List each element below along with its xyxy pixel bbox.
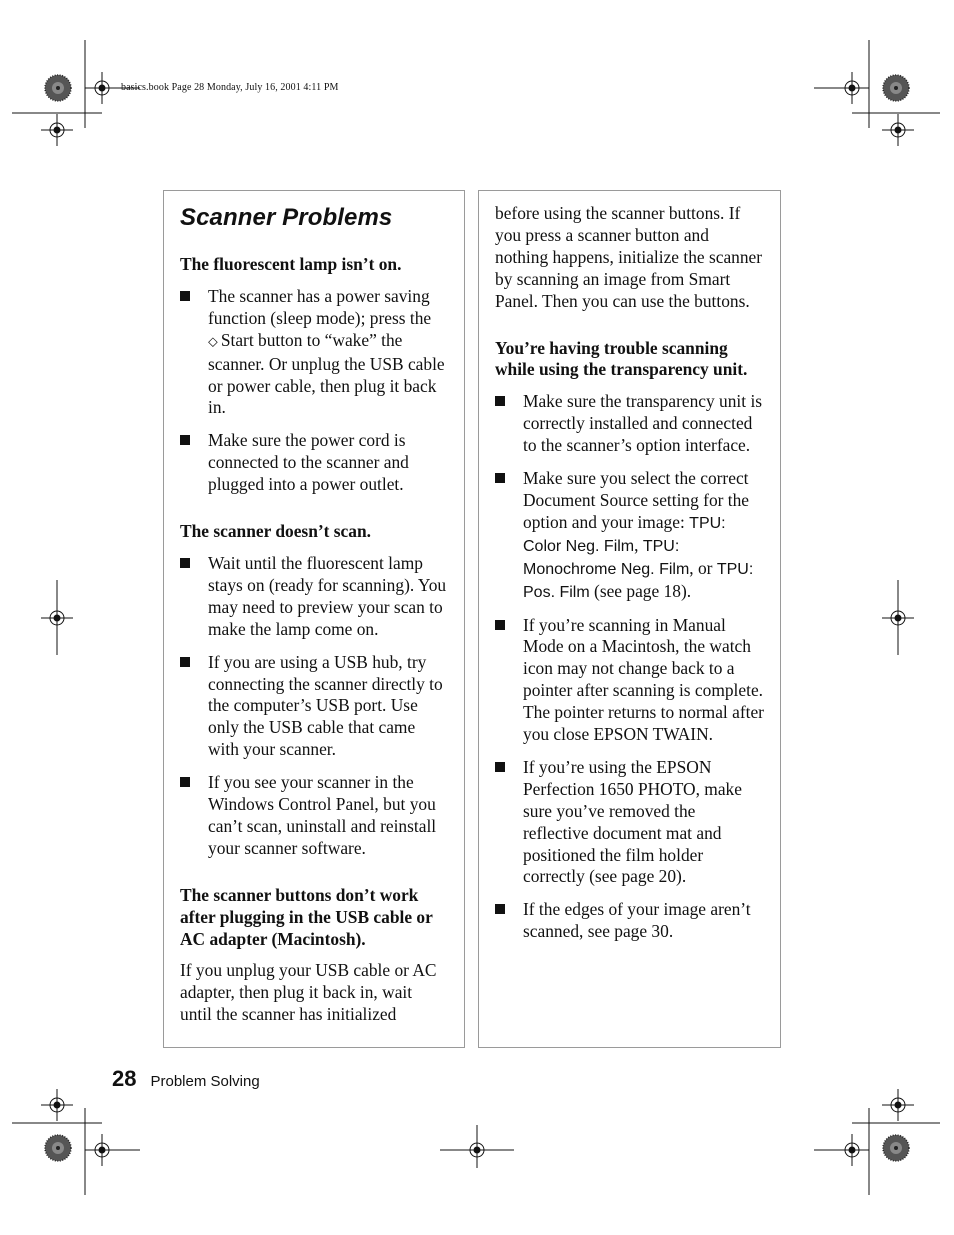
list-item: If you see your scanner in the Windows Control Panel, but you can’t scan, uninstall and reinstall your scanner software. — [180, 772, 448, 860]
bullet-square-icon — [180, 777, 190, 787]
bullet-square-icon — [180, 435, 190, 445]
left-content — [180, 203, 448, 1026]
list-item: Wait until the fluorescent lamp stays on (ready for scanning). You may need to preview your scan to make the lamp come on. — [180, 553, 448, 641]
section-name: Problem Solving — [150, 1073, 260, 1090]
bullet-square-icon — [180, 558, 190, 568]
section-heading-transparency: You’re having trouble scanning while using the transparency unit. — [495, 337, 748, 380]
list-item: If you’re using the EPSON Perfection 1650 PHOTO, make sure you’ve removed the reflective document mat and positioned the film holder correctly (see page 20). — [495, 757, 764, 888]
bullet-square-icon — [180, 291, 190, 301]
bullet-square-icon — [495, 620, 505, 630]
continued-paragraph: before using the scanner buttons. If you press a scanner button and nothing happens, initialize the scanner by scanning an image from Smart Panel. Then you can use the buttons. — [495, 203, 763, 311]
bullet-square-icon — [495, 473, 505, 483]
list-item: The scanner has a power saving function (sleep mode); press the ⬦ Start button to “wake” the scanner. Or unplug the USB cable or power cable, then plug it back in. — [180, 286, 448, 419]
bullet-square-icon — [495, 762, 505, 772]
section-heading-buttons: The scanner buttons don’t work after plugging in the USB cable or AC adapter (Macintosh). — [180, 884, 433, 949]
right-panel — [478, 190, 781, 1048]
page-title: Scanner Problems — [180, 204, 393, 231]
bullet-square-icon — [495, 396, 505, 406]
diamond-start-icon: ⬦ — [208, 334, 218, 350]
bullet-square-icon — [180, 657, 190, 667]
list-item: Make sure you select the correct Document Source setting for the option and your image: TPU: Color Neg. Film, TPU: Monochrome Neg. Film, or TPU: Pos. Film (see page 18). — [495, 468, 764, 603]
list-item: Make sure the power cord is connected to the scanner and plugged into a power outlet. — [180, 430, 448, 496]
page-number: 28 — [112, 1066, 137, 1091]
section-heading-lamp: The fluorescent lamp isn’t on. — [180, 254, 402, 274]
lamp-list — [180, 286, 448, 496]
left-panel — [163, 190, 465, 1048]
transparency-list — [495, 391, 764, 943]
bullet-square-icon — [495, 904, 505, 914]
setting-option: TPU: Pos. Film — [523, 560, 754, 601]
section-heading-no-scan: The scanner doesn’t scan. — [180, 521, 371, 542]
list-item: If the edges of your image aren’t scanned, see page 30. — [495, 899, 764, 943]
list-item: If you are using a USB hub, try connecting the scanner directly to the computer’s USB port. Use only the USB cable that came with your scanner. — [180, 652, 448, 762]
no-scan-list — [180, 553, 448, 860]
list-item: Make sure the transparency unit is correctly installed and connected to the scanner’s option interface. — [495, 391, 764, 457]
page-footer — [112, 1066, 260, 1092]
print-header: basics.book Page 28 Monday, July 16, 2001 4:11 PM — [121, 82, 339, 93]
right-content — [495, 203, 764, 968]
list-item: If you’re scanning in Manual Mode on a Macintosh, the watch icon may not change back to a pointer after scanning is complete. The pointer returns to normal after you close EPSON TWAIN. — [495, 615, 764, 746]
setting-option: TPU: Monochrome Neg. Film — [523, 537, 690, 578]
body-paragraph: If you unplug your USB cable or AC adapter, then plug it back in, wait until the scanner has initialized — [180, 960, 437, 1025]
setting-option: TPU: Color Neg. Film — [523, 514, 726, 555]
